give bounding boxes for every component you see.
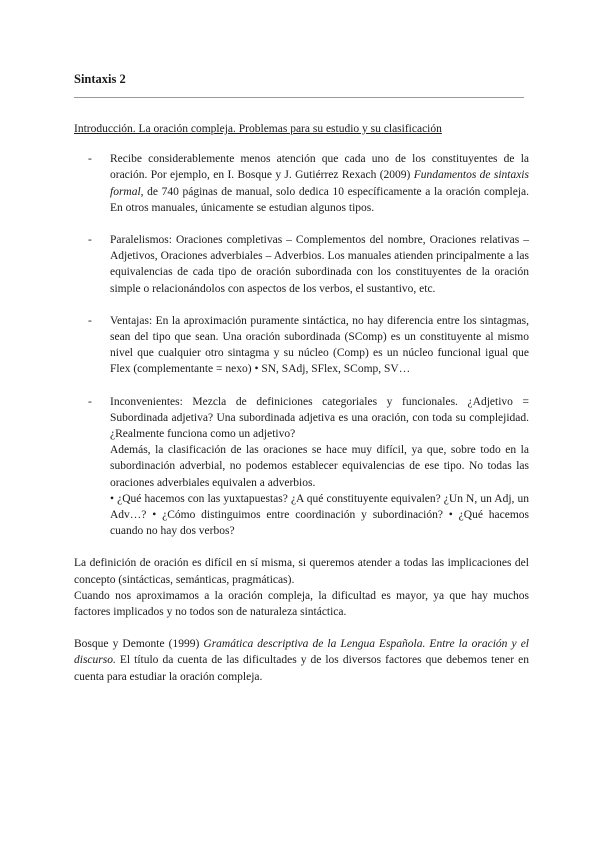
document-body	[74, 121, 529, 701]
list-item-text: Inconvenientes: Mezcla de definiciones categoriales y funcionales. ¿Adjetivo = Subordinada adjetiva? Una subordinada adjetiva es una oración, con toda su complejidad. ¿Realmente funciona como un adjetivo? Además, la clasificación de las oraciones se hace muy difícil, ya que, sobre todo en la subordinación adverbial, no podemos establecer equivalencias de ese tipo. No todas las oraciones adverbiales equivalen a adverbios. • ¿Qué hacemos con las yuxtapuestas? ¿A qué constituyente equivalen? ¿Un N, un Adj, un Adv…? • ¿Cómo distinguimos entre coordinación y subordinación? • ¿Qué hacemos cuando no hay dos verbos?	[110, 395, 529, 538]
document-title: Sintaxis 2	[74, 72, 126, 86]
book-title: Fundamentos de sintaxis formal	[110, 169, 529, 198]
list-item	[74, 151, 529, 216]
list-item	[74, 232, 529, 297]
bullet-list	[74, 151, 529, 539]
list-item-text: Paralelismos: Oraciones completivas – Complementos del nombre, Oraciones relativas – Adjetivos, Oraciones adverbiales – Adverbios. Los manuales atienden principalmente a las equivalencias de cada tipo de oración subordinada con los constituyentes de la oración simple o relacionándolos con aspectos de los verbos, el sustantivo, etc.	[110, 234, 529, 295]
list-item	[74, 313, 529, 378]
title-divider	[74, 97, 524, 98]
bullet-dash: -	[88, 234, 92, 247]
book-title: Gramática descriptiva de la Lengua Española. Entre la oración y el discurso.	[74, 638, 529, 667]
paragraph-reference: Bosque y Demonte (1999) Gramática descriptiva de la Lengua Española. Entre la oración y el discurso. El título da cuenta de las dificultades y de los diversos factores que debemos tener en cuenta para estudiar la oración compleja.	[74, 638, 529, 683]
bullet-dash: -	[88, 153, 92, 166]
list-item	[74, 394, 529, 540]
list-item-text: Recibe considerablemente menos atención que cada uno de los constituyentes de la oración. Por ejemplo, en I. Bosque y J. Gutiérrez Rexach (2009) Fundamentos de sintaxis formal, de 740 páginas de manual, solo dedica 10 específicamente a la oración compleja. En otros manuales, únicamente se estudian algunos tipos.	[110, 153, 529, 214]
section-heading: Introducción. La oración compleja. Problemas para su estudio y su clasificación	[74, 123, 442, 135]
list-item-text: Ventajas: En la aproximación puramente sintáctica, no hay diferencia entre los sintagmas, sean del tipo que sean. Una oración subordinada (SComp) es un constituyente al mismo nivel que cualquier otro sintagma y su núcleo (Comp) es un núcleo funcional igual que Flex (complementante = nexo) • SN, SAdj, SFlex, SComp, SV…	[110, 314, 529, 376]
bullet-dash: -	[88, 395, 92, 408]
paragraph-definition: La definición de oración es difícil en sí misma, si queremos atender a todas las implicaciones del concepto (sintácticas, semánticas, pragmáticas). Cuando nos aproximamos a la oración compleja, la dificultad es mayor, ya que hay muchos factores implicados y no todos son de naturaleza sintáctica.	[74, 557, 529, 619]
bullet-dash: -	[88, 314, 92, 327]
